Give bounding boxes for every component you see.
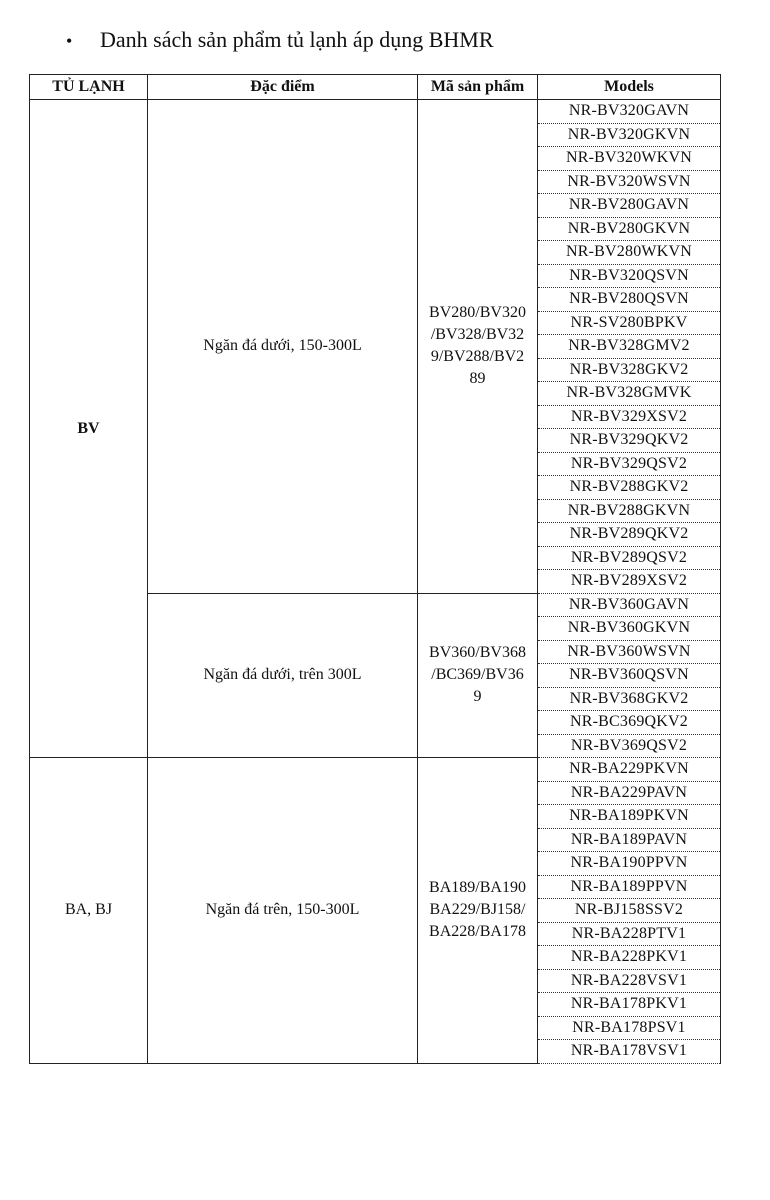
model-cell: NR-BC369QKV2 (538, 711, 721, 735)
table-row (30, 758, 721, 782)
model-cell: NR-BA229PKVN (538, 758, 721, 782)
model-cell: NR-BV280WKVN (538, 241, 721, 265)
heading-text: Danh sách sản phẩm tủ lạnh áp dụng BHMR (100, 27, 494, 52)
product-code-line: BV360/BV368 (429, 644, 526, 662)
model-cell: NR-BV320WSVN (538, 170, 721, 194)
refrigerator-model-table (29, 74, 721, 1064)
product-code-line: 9 (473, 688, 482, 706)
model-cell: NR-BV329QSV2 (538, 452, 721, 476)
product-code-line: BA228/BA178 (429, 923, 526, 941)
product-code-cell (418, 593, 538, 758)
model-cell: NR-BV280GKVN (538, 217, 721, 241)
model-cell: NR-BA190PPVN (538, 852, 721, 876)
section-heading (66, 26, 494, 55)
model-cell: NR-BV368GKV2 (538, 687, 721, 711)
model-cell: NR-BA229PAVN (538, 781, 721, 805)
model-cell: NR-BV320GAVN (538, 100, 721, 124)
model-cell: NR-BV360GAVN (538, 593, 721, 617)
model-cell: NR-BV288GKVN (538, 499, 721, 523)
product-code-line: BV280/BV320 (429, 304, 526, 322)
model-cell: NR-BV320GKVN (538, 123, 721, 147)
model-cell: NR-BV360GKVN (538, 617, 721, 641)
product-code-line: BA229/BJ158/ (429, 901, 526, 919)
bullet-icon: • (66, 31, 73, 51)
model-cell: NR-BV320WKVN (538, 147, 721, 171)
model-cell: NR-BV329QKV2 (538, 429, 721, 453)
model-cell: NR-BA228VSV1 (538, 969, 721, 993)
model-cell: NR-BV360WSVN (538, 640, 721, 664)
model-cell: NR-BV289XSV2 (538, 570, 721, 594)
feature-cell: Ngăn đá dưới, trên 300L (148, 593, 418, 758)
model-cell: NR-BA178PSV1 (538, 1016, 721, 1040)
product-code-line: 9/BV288/BV2 (430, 348, 525, 366)
model-cell: NR-BV328GMVK (538, 382, 721, 406)
model-cell: NR-BV320QSVN (538, 264, 721, 288)
table-row (30, 100, 721, 124)
product-code-line: /BV328/BV32 (430, 326, 525, 344)
model-cell: NR-SV280BPKV (538, 311, 721, 335)
model-cell: NR-BA178VSV1 (538, 1040, 721, 1064)
model-cell: NR-BA189PPVN (538, 875, 721, 899)
model-cell: NR-BA189PAVN (538, 828, 721, 852)
table-header-row (30, 75, 721, 100)
model-cell: NR-BV329XSV2 (538, 405, 721, 429)
feature-cell: Ngăn đá trên, 150-300L (148, 758, 418, 1064)
table-body (30, 100, 721, 1064)
feature-cell: Ngăn đá dưới, 150-300L (148, 100, 418, 594)
model-cell: NR-BA228PTV1 (538, 922, 721, 946)
product-code-line: 89 (469, 370, 486, 388)
model-cell: NR-BA228PKV1 (538, 946, 721, 970)
product-code-line: BA189/BA190 (429, 879, 526, 897)
product-code-cell (418, 758, 538, 1064)
model-cell: NR-BV328GKV2 (538, 358, 721, 382)
model-cell: NR-BV369QSV2 (538, 734, 721, 758)
model-cell: NR-BV289QSV2 (538, 546, 721, 570)
model-cell: NR-BV360QSVN (538, 664, 721, 688)
model-cell: NR-BV280QSVN (538, 288, 721, 312)
model-cell: NR-BV328GMV2 (538, 335, 721, 359)
model-cell: NR-BA189PKVN (538, 805, 721, 829)
model-cell: NR-BV289QKV2 (538, 523, 721, 547)
model-cell: NR-BJ158SSV2 (538, 899, 721, 923)
model-cell: NR-BV280GAVN (538, 194, 721, 218)
header-brand: TỦ LẠNH (30, 75, 148, 100)
brand-cell: BV (30, 100, 148, 758)
product-code-cell (418, 100, 538, 594)
model-cell: NR-BA178PKV1 (538, 993, 721, 1017)
brand-cell: BA, BJ (30, 758, 148, 1064)
header-feature: Đặc điểm (148, 75, 418, 100)
model-cell: NR-BV288GKV2 (538, 476, 721, 500)
header-models: Models (538, 75, 721, 100)
product-code-line: /BC369/BV36 (431, 666, 524, 684)
header-code: Mã sản phẩm (418, 75, 538, 100)
